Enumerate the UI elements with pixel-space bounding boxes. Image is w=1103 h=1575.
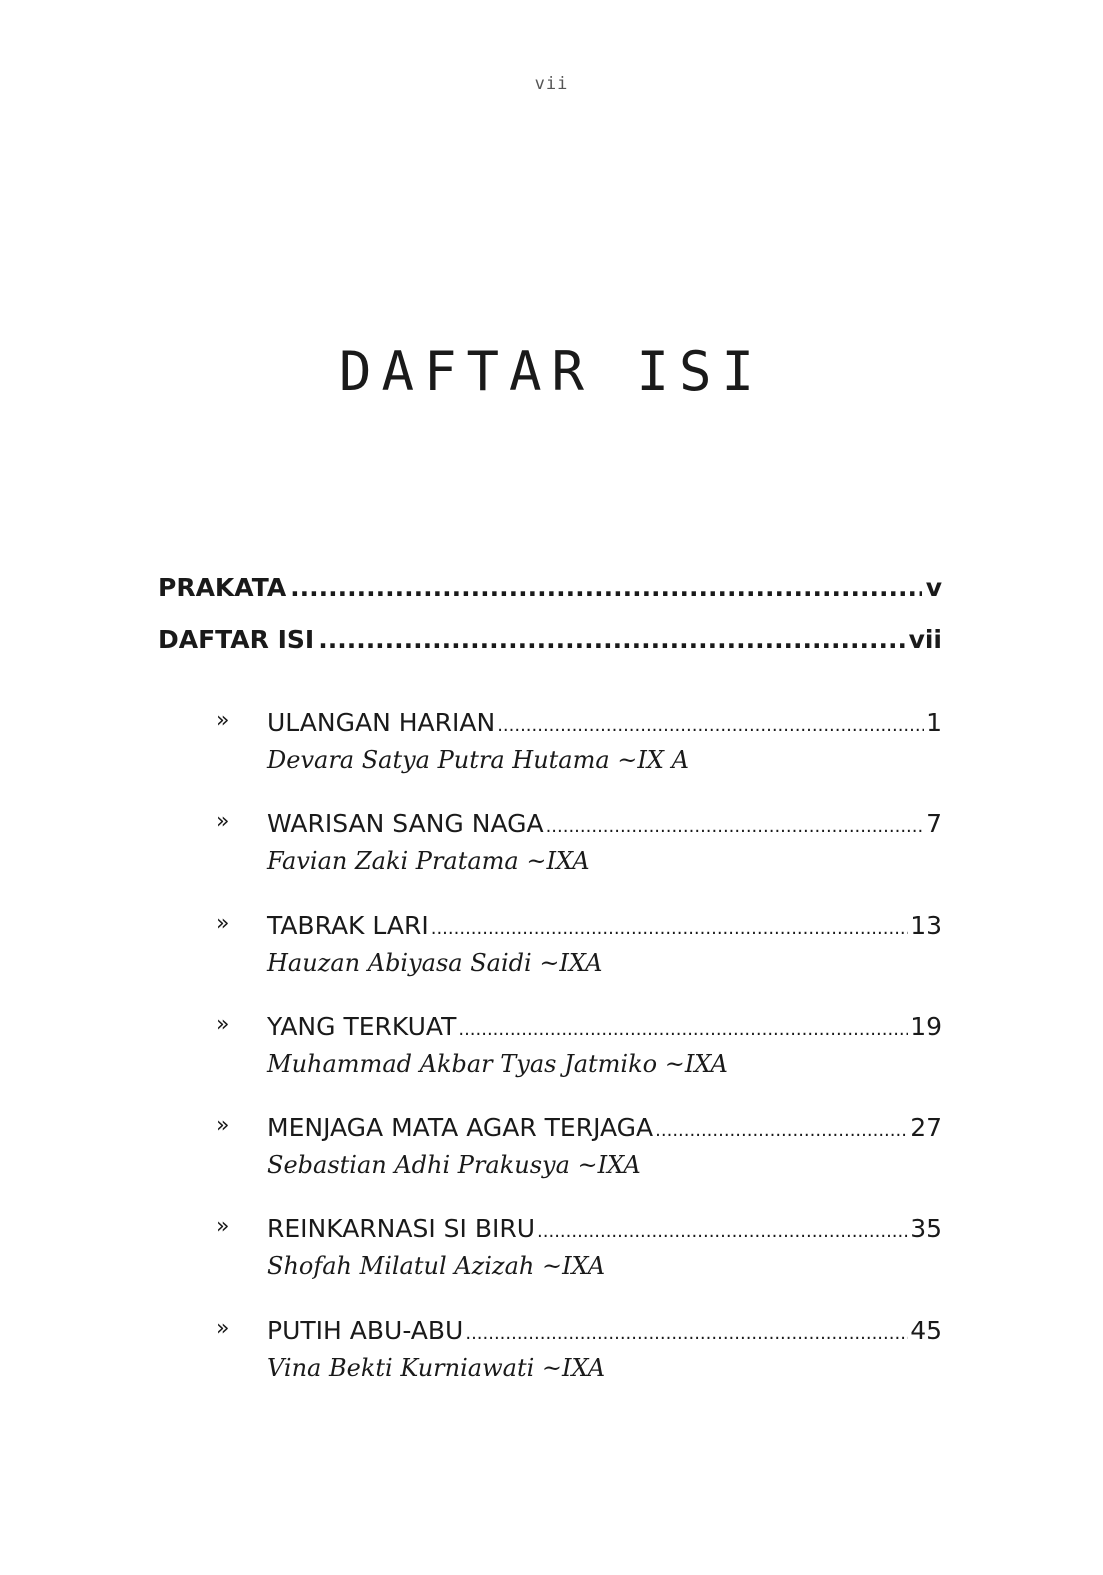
- story-page: 1: [926, 708, 942, 737]
- story-page: 27: [910, 1113, 942, 1143]
- story-title: ULANGAN HARIAN: [267, 708, 496, 737]
- story-title: REINKARNASI SI BIRU: [267, 1214, 536, 1244]
- dot-leader: [537, 1215, 908, 1249]
- story-page: 19: [910, 1011, 942, 1041]
- story-page: 35: [910, 1214, 942, 1244]
- story-author: Sebastian Adhi Prakusya ~IXA: [267, 1151, 641, 1180]
- dot-leader: [318, 620, 904, 660]
- story-title: YANG TERKUAT: [267, 1011, 457, 1041]
- dot-leader: [546, 810, 925, 844]
- story-author: Hauzan Abiyasa Saidi ~IXA: [267, 948, 603, 977]
- story-list: [216, 706, 942, 1415]
- dot-leader: [497, 709, 924, 743]
- story-author: Devara Satya Putra Hutama ~IX A: [267, 746, 689, 774]
- dot-leader: [655, 1114, 908, 1148]
- chevron-right-icon: »: [216, 1315, 230, 1341]
- toc-entry-page: v: [925, 573, 942, 602]
- chevron-right-icon: »: [216, 809, 230, 835]
- table-of-contents: [158, 568, 942, 1382]
- dot-leader: [465, 1317, 908, 1351]
- chevron-right-icon: »: [216, 1113, 230, 1139]
- dot-leader: [458, 1013, 908, 1047]
- story-title: TABRAK LARI: [267, 910, 429, 940]
- story-author: Vina Bekti Kurniawati ~IXA: [267, 1353, 606, 1382]
- story-entry[interactable]: [216, 909, 942, 1010]
- toc-entry-label: PRAKATA: [158, 573, 287, 602]
- chevron-right-icon: »: [216, 1214, 230, 1240]
- chevron-right-icon: »: [216, 1011, 230, 1037]
- toc-entry-page: vii: [908, 625, 942, 654]
- story-title: MENJAGA MATA AGAR TERJAGA: [267, 1113, 654, 1143]
- story-entry[interactable]: [216, 706, 942, 807]
- story-entry[interactable]: [216, 1111, 942, 1212]
- story-page: 13: [910, 910, 942, 940]
- toc-main-entry-daftar-isi[interactable]: [158, 620, 942, 672]
- chevron-right-icon: »: [216, 910, 230, 936]
- story-author: Favian Zaki Pratama ~IXA: [267, 847, 590, 876]
- story-author: Muhammad Akbar Tyas Jatmiko ~IXA: [267, 1049, 728, 1078]
- story-title: WARISAN SANG NAGA: [267, 809, 544, 839]
- story-entry[interactable]: [216, 1314, 942, 1415]
- story-author: Shofah Milatul Azizah ~IXA: [267, 1252, 606, 1281]
- story-entry[interactable]: [216, 807, 942, 908]
- story-page: 45: [910, 1315, 942, 1345]
- toc-main-entry-prakata[interactable]: [158, 568, 942, 620]
- dot-leader: [431, 912, 908, 946]
- story-page: 7: [926, 809, 942, 839]
- toc-entry-label: DAFTAR ISI: [158, 625, 315, 654]
- chevron-right-icon: »: [216, 708, 230, 733]
- story-title: PUTIH ABU-ABU: [267, 1315, 464, 1345]
- page-number: vii: [534, 74, 569, 94]
- story-entry[interactable]: [216, 1010, 942, 1111]
- story-entry[interactable]: [216, 1212, 942, 1313]
- dot-leader: [290, 568, 922, 608]
- page-title: DAFTAR ISI: [338, 340, 765, 403]
